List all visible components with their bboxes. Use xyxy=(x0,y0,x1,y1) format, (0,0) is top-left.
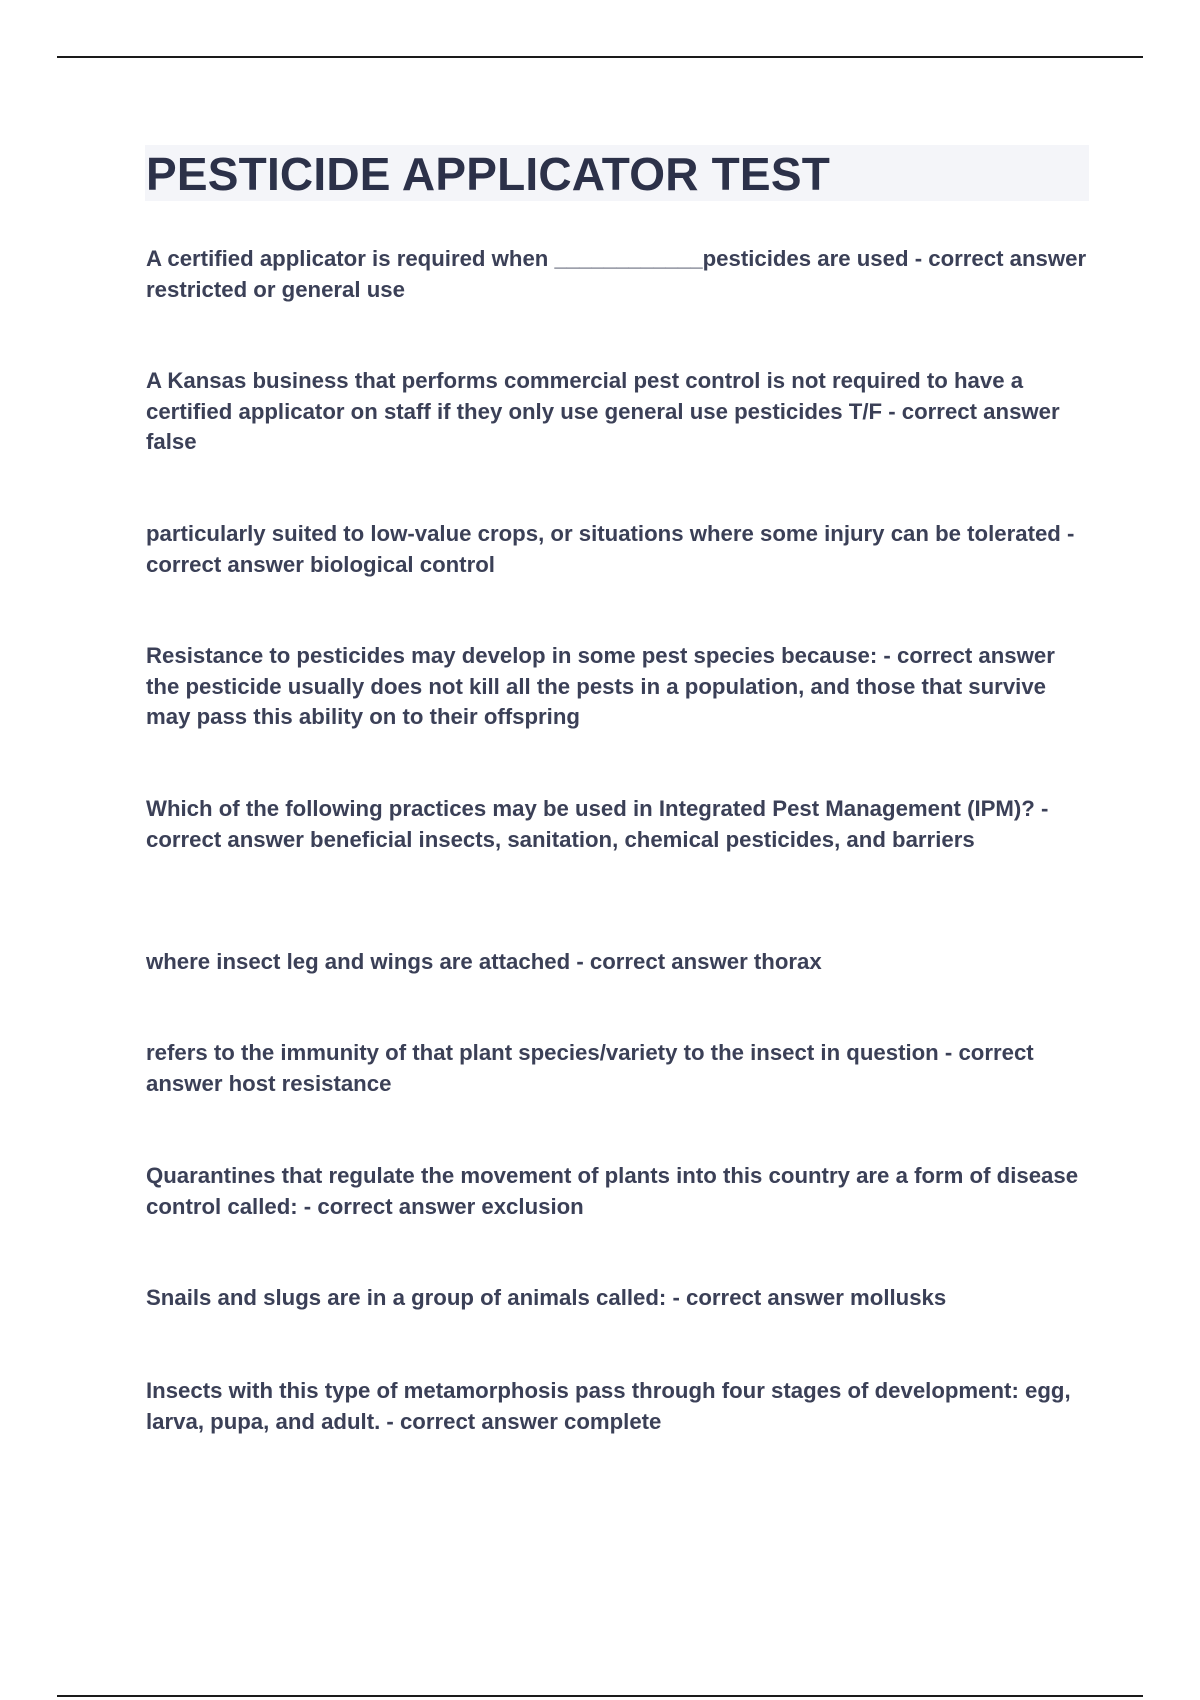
qa-item-3: particularly suited to low-value crops, or situations where some injury can be tolerated - correct answer biological control xyxy=(146,521,1075,577)
document-title: PESTICIDE APPLICATOR TEST xyxy=(146,148,830,200)
qa-item-5: Which of the following practices may be used in Integrated Pest Management (IPM)? - correct answer beneficial insects, sanitation, chemical pesticides, and barriers xyxy=(146,796,1049,852)
qa-item-9: Snails and slugs are in a group of animals called: - correct answer mollusks xyxy=(146,1285,947,1310)
qa-item-4: Resistance to pesticides may develop in some pest species because: - correct answer the pesticide usually does not kill all the pests in a population, and those that survive may pass this ability on to their offspring xyxy=(146,643,1055,729)
qa-item-10: Insects with this type of metamorphosis pass through four stages of development: egg, larva, pupa, and adult. - correct answer complete xyxy=(146,1378,1071,1434)
qa-item-8: Quarantines that regulate the movement of plants into this country are a form of disease control called: - correct answer exclusion xyxy=(146,1163,1079,1219)
qa-item-2: A Kansas business that performs commercial pest control is not required to have a certified applicator on staff if they only use general use pesticides T/F - correct answer false xyxy=(146,368,1060,454)
qa-item-7: refers to the immunity of that plant species/variety to the insect in question - correct answer host resistance xyxy=(146,1040,1034,1096)
bottom-divider xyxy=(57,1695,1143,1697)
qa-item-6: where insect leg and wings are attached - correct answer thorax xyxy=(146,949,822,974)
top-divider xyxy=(57,56,1143,58)
qa-item-1: A certified applicator is required when ____________pesticides are used - correct answer restricted or general use xyxy=(146,246,1087,302)
